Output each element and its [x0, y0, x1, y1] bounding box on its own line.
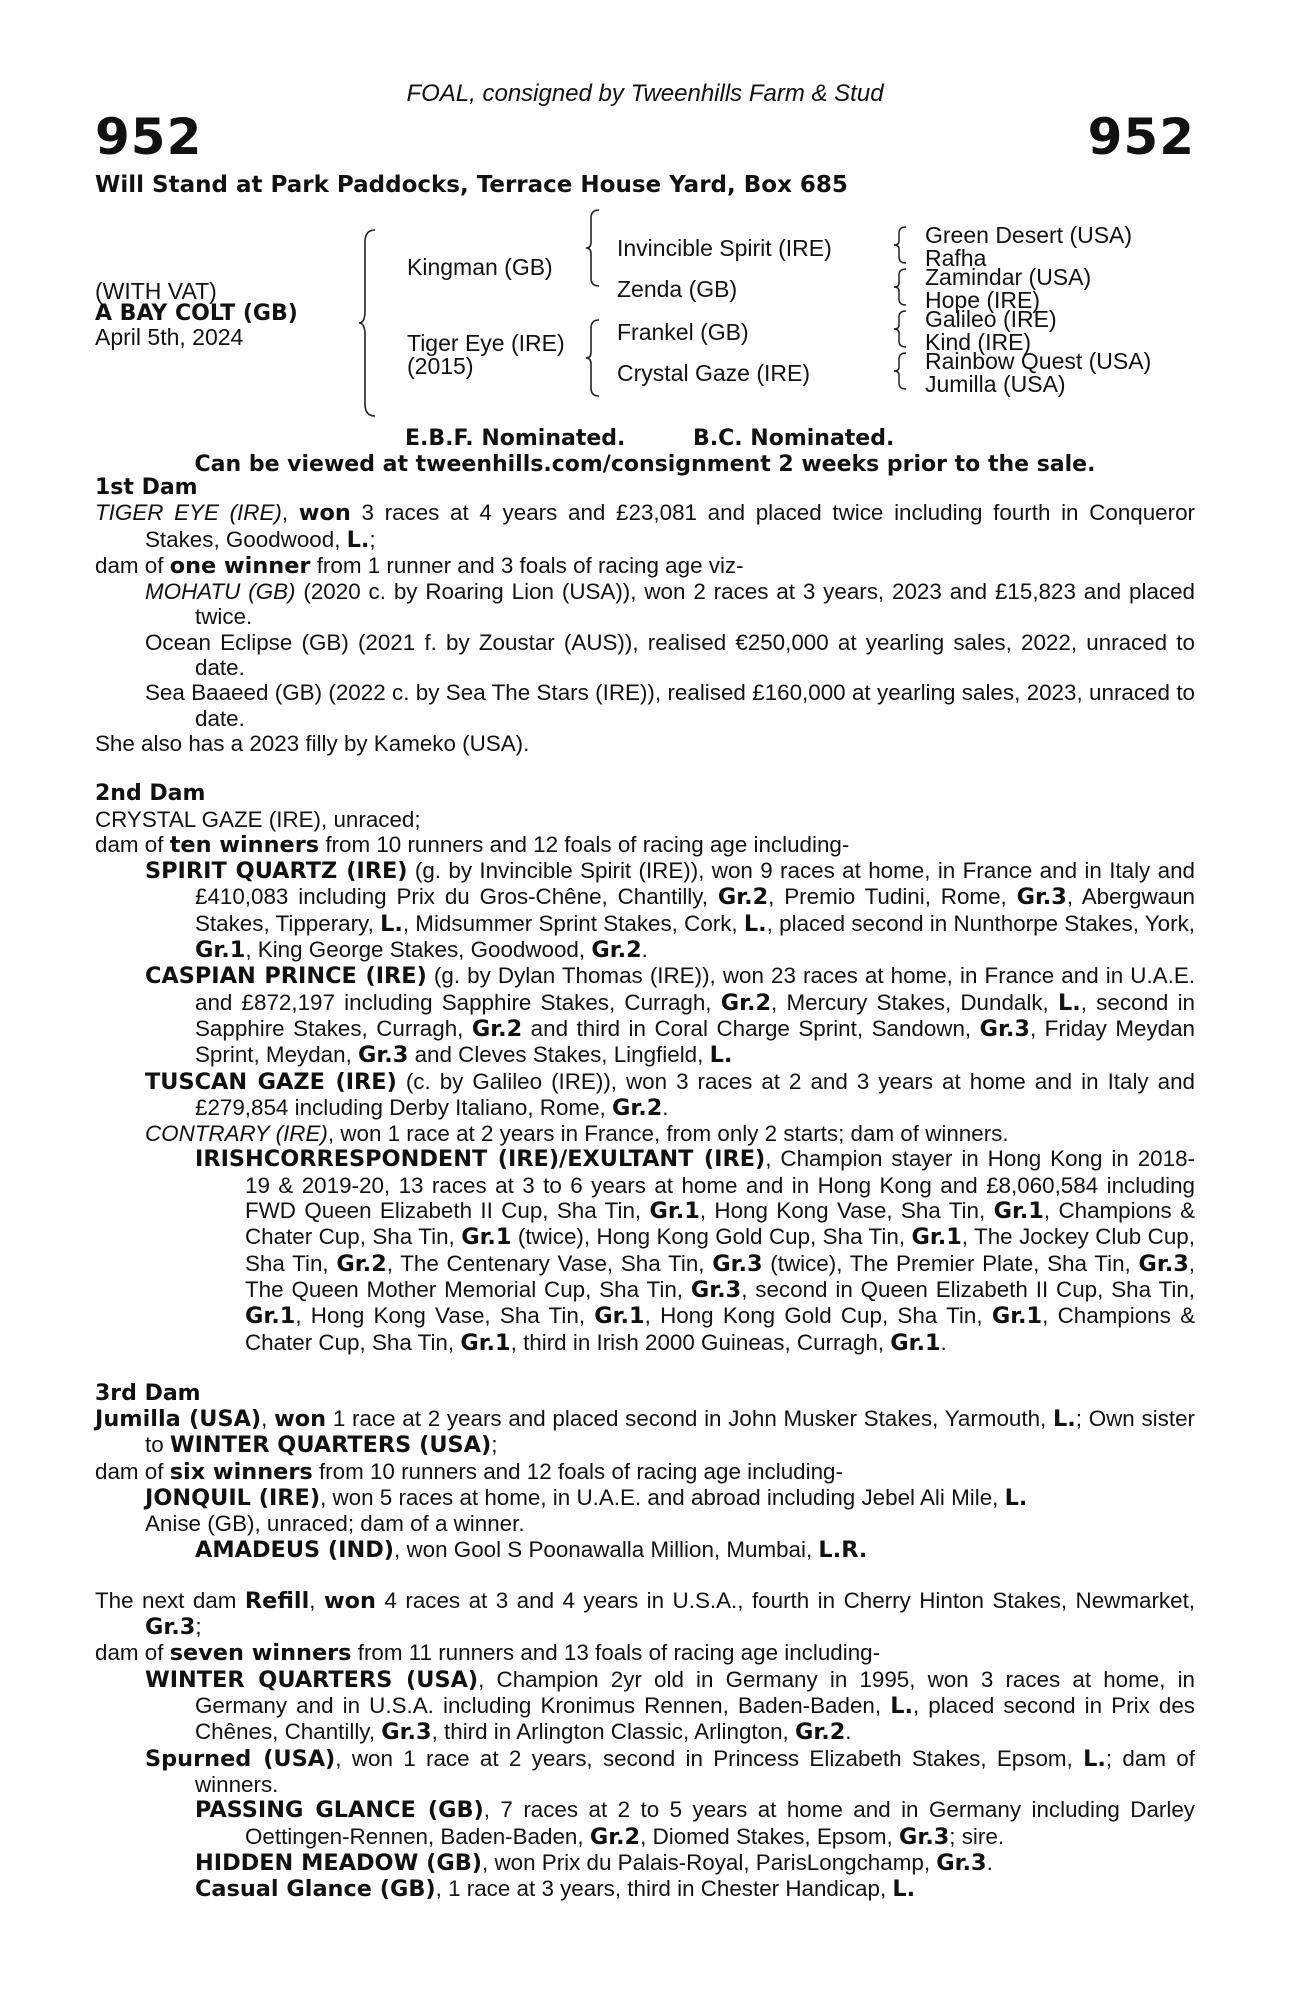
- paragraph: TUSCAN GAZE (IRE) (c. by Galileo (IRE)), won 3 races at 2 and 3 years at home and in Italy and £279,854 including Derby Italiano, Rome, Gr.2.: [145, 1068, 1195, 1121]
- paragraph: The next dam Refill, won 4 races at 3 and 4 years in U.S.A., fourth in Cherry Hinton Stakes, Newmarket, Gr.3;: [95, 1587, 1196, 1641]
- bc-nomination: B.C. Nominated.: [693, 426, 895, 451]
- brace-g3: [893, 309, 909, 349]
- brace-sire: [585, 208, 603, 288]
- paragraph: CRYSTAL GAZE (IRE), unraced;: [95, 806, 421, 832]
- dam-sire: Frankel (GB): [617, 319, 749, 345]
- produce-record: [95, 475, 1195, 1902]
- paragraph: CASPIAN PRINCE (IRE) (g. by Dylan Thomas (IRE)), won 23 races at home, in France and in U.A.E. and £872,197 including Sapphire Stakes, Curragh, Gr.2, Mercury Stakes, Dundalk, L., second in Sapphire Stakes, Curragh, Gr.2 and third in Coral Charge Sprint, Sandown, Gr.3, Friday Meydan Sprint, Meydan, Gr.3 and Cleves Stakes, Lingfield, L.: [145, 963, 1196, 1069]
- lot-number-left: 952: [95, 108, 203, 166]
- lot-description: A BAY COLT (GB): [95, 301, 298, 326]
- dam-year: (2015): [407, 353, 474, 379]
- gdam-2: Hope (IRE): [925, 287, 1041, 313]
- gsire-2: Zamindar (USA): [925, 264, 1092, 290]
- paragraph: Jumilla (USA), won 1 race at 2 years and placed second in John Musker Stakes, Yarmouth, L.; Own sister to WINTER QUARTERS (USA);: [95, 1406, 1195, 1459]
- paragraph: JONQUIL (IRE), won 5 races at home, in U.A.E. and abroad including Jebel Ali Mile, L.: [145, 1484, 1028, 1511]
- paragraph: WINTER QUARTERS (USA), Champion 2yr old in Germany in 1995, won 3 races at home, in Germany and in U.S.A. including Kronimus Rennen, Baden-Baden, L., placed second in Prix des Chênes, Chantilly, Gr.3, third in Arlington Classic, Arlington, Gr.2.: [145, 1666, 1195, 1746]
- gdam-3: Kind (IRE): [925, 329, 1032, 355]
- section-heading: 1st Dam: [95, 475, 198, 500]
- gsire-3: Galileo (IRE): [925, 306, 1057, 332]
- brace-g2: [893, 267, 909, 307]
- sire-dam: Zenda (GB): [617, 276, 738, 302]
- brace-dam: [585, 318, 603, 398]
- consignor-line: FOAL, consigned by Tweenhills Farm & Stud: [406, 80, 884, 107]
- paragraph: Casual Glance (GB), 1 race at 3 years, third in Chester Handicap, L.: [195, 1876, 916, 1903]
- section-heading: 2nd Dam: [95, 781, 206, 807]
- paragraph: SPIRIT QUARTZ (IRE) (g. by Invincible Spirit (IRE)), won 9 races at home, in France and in Italy and £410,083 including Prix du Gros-Chêne, Chantilly, Gr.2, Premio Tudini, Rome, Gr.3, Abergwaun Stakes, Tipperary, L., Midsummer Sprint Stakes, Cork, L., placed second in Nunthorpe Stakes, York, Gr.1, King George Stakes, Goodwood, Gr.2.: [145, 858, 1196, 964]
- paragraph: dam of six winners from 10 runners and 12 foals of racing age including-: [95, 1458, 843, 1485]
- paragraph: Sea Baaeed (GB) (2022 c. by Sea The Stars (IRE)), realised £160,000 at yearling sales, 2023, unraced to date.: [145, 680, 1195, 731]
- paragraph: HIDDEN MEADOW (GB), won Prix du Palais-Royal, ParisLongchamp, Gr.3.: [195, 1849, 993, 1876]
- brace-main: [357, 228, 379, 418]
- paragraph: IRISHCORRESPONDENT (IRE)/EXULTANT (IRE), Champion stayer in Hong Kong in 2018-19 & 2019-20, 13 races at 3 to 6 years at home and in Hong Kong and £8,060,584 including FWD Queen Elizabeth II Cup, Sha Tin, Gr.1, Hong Kong Vase, Sha Tin, Gr.1, Champions & Chater Cup, Sha Tin, Gr.1 (twice), Hong Kong Gold Cup, Sha Tin, Gr.1, The Jockey Club Cup, Sha Tin, Gr.2, The Centenary Vase, Sha Tin, Gr.3 (twice), The Premier Plate, Sha Tin, Gr.3, The Queen Mother Memorial Cup, Sha Tin, Gr.3, second in Queen Elizabeth II Cup, Sha Tin, Gr.1, Hong Kong Vase, Sha Tin, Gr.1, Hong Kong Gold Cup, Sha Tin, Gr.1, Champions & Chater Cup, Sha Tin, Gr.1, third in Irish 2000 Guineas, Curragh, Gr.1.: [195, 1146, 1196, 1356]
- paragraph: Anise (GB), unraced; dam of a winner.: [145, 1511, 525, 1537]
- paragraph: She also has a 2023 filly by Kameko (USA).: [95, 730, 530, 756]
- paragraph: AMADEUS (IND), won Gool S Poonawalla Million, Mumbai, L.R.: [195, 1536, 868, 1563]
- foaling-date: April 5th, 2024: [95, 324, 244, 350]
- brace-g1: [893, 225, 909, 265]
- paragraph: CONTRARY (IRE), won 1 race at 2 years in France, from only 2 starts; dam of winners.: [145, 1121, 1009, 1147]
- stabling-location: Will Stand at Park Paddocks, Terrace House Yard, Box 685: [95, 172, 848, 198]
- section-heading: 3rd Dam: [95, 1380, 201, 1406]
- paragraph: PASSING GLANCE (GB), 7 races at 2 to 5 years at home and in Germany including Darley Oettingen-Rennen, Baden-Baden, Gr.2, Diomed Stakes, Epsom, Gr.3; sire.: [195, 1797, 1195, 1850]
- viewing-note: Can be viewed at tweenhills.com/consignment 2 weeks prior to the sale.: [194, 452, 1096, 477]
- gdam-1: Rafha: [925, 245, 987, 271]
- paragraph: Spurned (USA), won 1 race at 2 years, second in Princess Elizabeth Stakes, Epsom, L.; dam of winners.: [145, 1745, 1195, 1797]
- paragraph: MOHATU (GB) (2020 c. by Roaring Lion (USA)), won 2 races at 3 years, 2023 and £15,823 and placed twice.: [145, 579, 1195, 630]
- sire: Kingman (GB): [407, 254, 553, 280]
- gdam-4: Jumilla (USA): [925, 371, 1066, 397]
- paragraph: dam of seven winners from 11 runners and 13 foals of racing age including-: [95, 1640, 881, 1667]
- vat-note: (WITH VAT): [95, 278, 217, 304]
- paragraph: dam of one winner from 1 runner and 3 foals of racing age viz-: [95, 552, 744, 579]
- gsire-4: Rainbow Quest (USA): [925, 348, 1152, 374]
- ebf-nomination: E.B.F. Nominated.: [405, 426, 626, 451]
- gsire-1: Green Desert (USA): [925, 222, 1133, 248]
- lot-number-right: 952: [1087, 108, 1195, 166]
- paragraph: dam of ten winners from 10 runners and 12 foals of racing age including-: [95, 831, 850, 858]
- paragraph: TIGER EYE (IRE), won 3 races at 4 years and £23,081 and placed twice including fourth in Conqueror Stakes, Goodwood, L.;: [95, 500, 1196, 553]
- brace-g4: [893, 351, 909, 391]
- paragraph: Ocean Eclipse (GB) (2021 f. by Zoustar (AUS)), realised €250,000 at yearling sales, 2022, unraced to date.: [145, 629, 1195, 681]
- dam: Tiger Eye (IRE): [407, 330, 565, 356]
- dam-dam: Crystal Gaze (IRE): [617, 360, 810, 386]
- sire-sire: Invincible Spirit (IRE): [617, 235, 832, 261]
